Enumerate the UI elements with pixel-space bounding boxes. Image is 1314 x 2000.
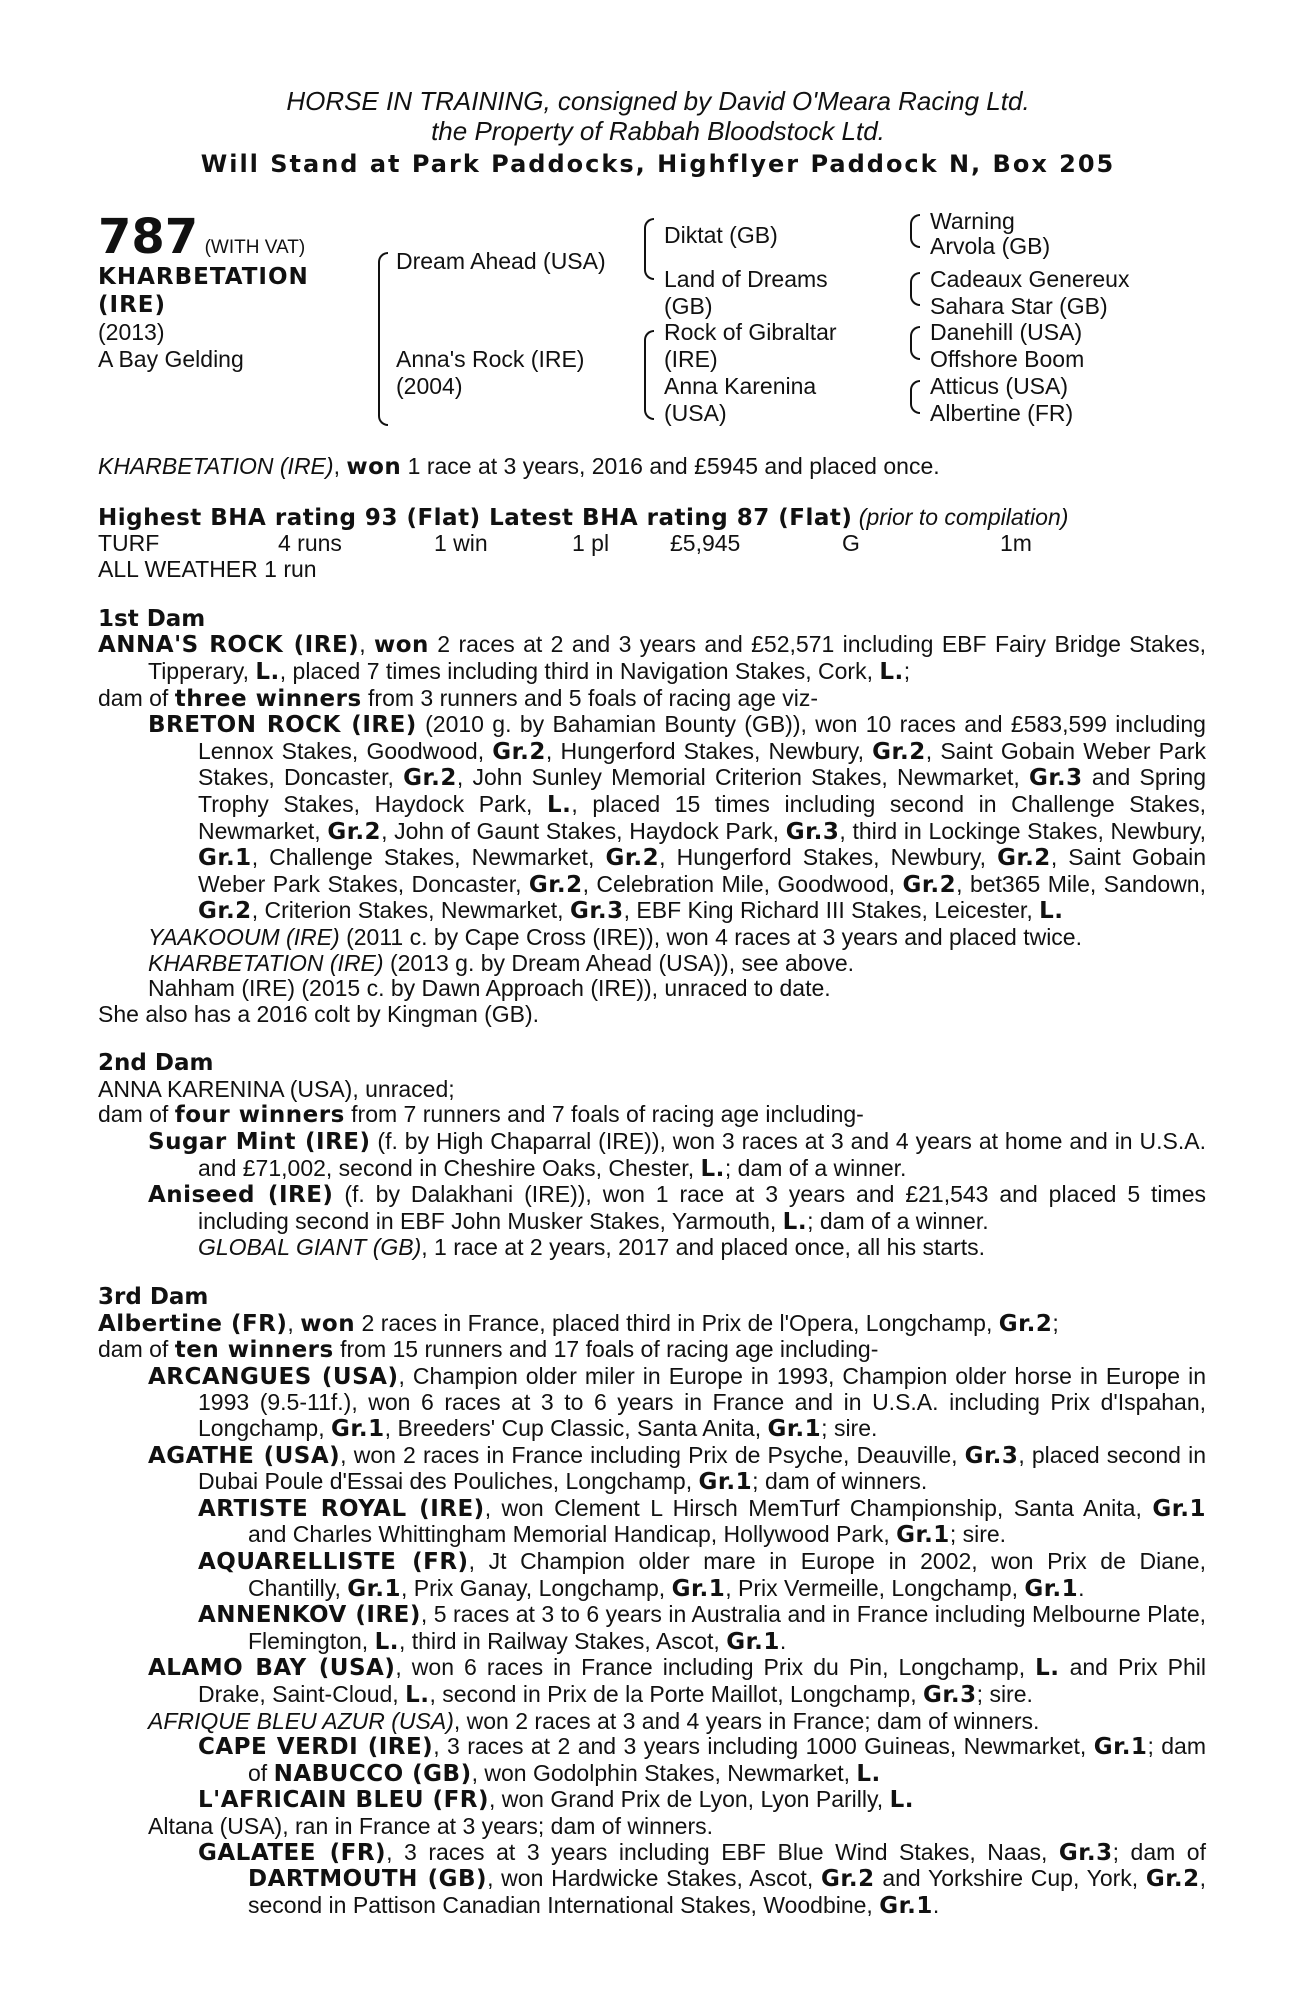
- galatee-entry: GALATEE (FR), 3 races at 3 years including EBF Blue Wind Stakes, Naas, Gr.3; dam of DARTMOUTH (GB), won Hardwicke Stakes, Ascot, Gr.2 and Yorkshire Cup, York, Gr.2, second in Pattison Canadian International Stakes, Woodbine, Gr.1.: [198, 1838, 1206, 1919]
- second-dam-produce: dam of four winners from 7 runners and 7 foals of racing age including-: [98, 1101, 864, 1129]
- altana-entry: Altana (USA), ran in France at 3 years; dam of winners.: [148, 1812, 714, 1839]
- location-line: Will Stand at Park Paddocks, Highflyer Paddock N, Box 205: [200, 150, 1116, 178]
- second-dam-heading: 2nd Dam: [98, 1050, 214, 1077]
- ancestor-8: Albertine (FR): [930, 400, 1074, 426]
- lot-heading: [98, 209, 306, 265]
- dam: Anna's Rock (IRE): [396, 346, 585, 372]
- horse-description: A Bay Gelding: [98, 346, 244, 372]
- pedigree-brace: [910, 380, 920, 414]
- dam-dam: Anna Karenina: [664, 373, 817, 399]
- nahham-entry: Nahham (IRE) (2015 c. by Dawn Approach (IRE)), unraced to date.: [148, 975, 831, 1002]
- ancestor-7: Atticus (USA): [930, 373, 1069, 399]
- aniseed-entry: Aniseed (IRE) (f. by Dalakhani (IRE)), won 1 race at 3 years and £21,543 and placed 5 times including second in EBF John Musker Stakes, Yarmouth, L.; dam of a winner.: [148, 1181, 1206, 1235]
- breton-rock-entry: BRETON ROCK (IRE) (2010 g. by Bahamian Bounty (GB)), won 10 races and £583,599 including Lennox Stakes, Goodwood, Gr.2, Hungerford Stakes, Newbury, Gr.2, Saint Gobain Weber Park Stakes, Doncaster, Gr.2, John Sunley Memorial Criterion Stakes, Newmarket, Gr.3 and Spring Trophy Stakes, Haydock Park, L., placed 15 times including second in Challenge Stakes, Newmarket, Gr.2, John of Gaunt Stakes, Haydock Park, Gr.3, third in Lockinge Stakes, Newbury, Gr.1, Challenge Stakes, Newmarket, Gr.2, Hungerford Stakes, Newbury, Gr.2, Saint Gobain Weber Park Stakes, Doncaster, Gr.2, Celebration Mile, Goodwood, Gr.2, bet365 Mile, Sandown, Gr.2, Criterion Stakes, Newmarket, Gr.3, EBF King Richard III Stakes, Leicester, L.: [148, 711, 1207, 925]
- foaling-year: (2013): [98, 319, 165, 345]
- horse-suffix: (IRE): [98, 292, 167, 318]
- first-dam-heading: 1st Dam: [98, 605, 206, 632]
- artiste-royal-entry: ARTISTE ROYAL (IRE), won Clement L Hirsch MemTurf Championship, Santa Anita, Gr.1 and Charles Whittingham Memorial Handicap, Hollywood Park, Gr.1; sire.: [198, 1494, 1206, 1549]
- kharbetation-entry: KHARBETATION (IRE) (2013 g. by Dream Ahead (USA)), see above.: [148, 949, 855, 976]
- first-dam-produce: dam of three winners from 3 runners and 5 foals of racing age viz-: [98, 684, 819, 712]
- first-dam-entry: ANNA'S ROCK (IRE), won 2 races at 2 and 3 years and £52,571 including EBF Fairy Bridge Stakes, Tipperary, L., placed 7 times including third in Navigation Stakes, Cork, L.;: [98, 631, 1207, 685]
- sire-sire: Diktat (GB): [664, 222, 778, 248]
- dam-year: (2004): [396, 373, 463, 399]
- turf-stats: TURF 4 runs 1 win 1 pl £5,945 G 1m: [98, 530, 1032, 557]
- colt-note: She also has a 2016 colt by Kingman (GB).: [98, 1000, 540, 1027]
- race-summary: KHARBETATION (IRE), won 1 race at 3 years, 2016 and £5945 and placed once.: [98, 453, 940, 480]
- cape-verdi-entry: CAPE VERDI (IRE), 3 races at 2 and 3 years including 1000 Guineas, Newmarket, Gr.1; dam of NABUCCO (GB), won Godolphin Stakes, Newmarket, L.: [198, 1733, 1206, 1787]
- third-dam-entry: Albertine (FR), won 2 races in France, placed third in Prix de l'Opera, Longchamp, Gr.2;: [98, 1309, 1059, 1337]
- sire-dam: Land of Dreams: [664, 266, 828, 292]
- catalogue-body: [98, 454, 1206, 1919]
- ancestor-4: Sahara Star (GB): [930, 293, 1108, 319]
- ancestor-6: Offshore Boom: [930, 346, 1085, 372]
- sugar-mint-entry: Sugar Mint (IRE) (f. by High Chaparral (IRE)), won 3 races at 3 and 4 years at home and in U.S.A. and £71,002, second in Cheshire Oaks, Chester, L.; dam of a winner.: [148, 1128, 1206, 1182]
- second-dam-entry: ANNA KARENINA (USA), unraced;: [98, 1075, 455, 1102]
- sire-dam-suffix: (GB): [664, 293, 713, 319]
- ancestor-1: Warning: [930, 208, 1015, 234]
- lafricain-bleu-entry: L'AFRICAIN BLEU (FR), won Grand Prix de Lyon, Lyon Parilly, L.: [198, 1786, 914, 1814]
- aquarelliste-entry: AQUARELLISTE (FR), Jt Champion older mare in Europe in 2002, won Prix de Diane, Chantilly, Gr.1, Prix Ganay, Longchamp, Gr.1, Prix Vermeille, Longchamp, Gr.1.: [198, 1547, 1206, 1602]
- annenkov-entry: ANNENKOV (IRE), 5 races at 3 to 6 years in Australia and in France including Melbourne Plate, Flemington, L., third in Railway Stakes, Ascot, Gr.1.: [198, 1601, 1207, 1655]
- pedigree-brace: [644, 218, 654, 280]
- afrique-bleu-azur-entry: AFRIQUE BLEU AZUR (USA), won 2 races at 3 and 4 years in France; dam of winners.: [148, 1707, 1040, 1734]
- dam-sire: Rock of Gibraltar: [664, 319, 837, 345]
- sire: Dream Ahead (USA): [396, 248, 606, 274]
- vat-note: (WITH VAT): [204, 237, 306, 258]
- all-weather-stats: ALL WEATHER 1 run: [98, 556, 317, 583]
- lot-number: 787: [98, 209, 199, 265]
- ancestor-2: Arvola (GB): [930, 233, 1051, 259]
- horse-name: KHARBETATION: [98, 264, 309, 290]
- property-line: the Property of Rabbah Bloodstock Ltd.: [431, 116, 885, 146]
- alamo-bay-entry: ALAMO BAY (USA), won 6 races in France including Prix du Pin, Longchamp, L. and Prix Phil Drake, Saint-Cloud, L., second in Prix de la Porte Maillot, Longchamp, Gr.3; sire.: [148, 1654, 1206, 1708]
- pedigree-brace: [910, 272, 920, 306]
- global-giant-entry: GLOBAL GIANT (GB), 1 race at 2 years, 2017 and placed once, all his starts.: [198, 1234, 986, 1261]
- rating-line: Highest BHA rating 93 (Flat) Latest BHA rating 87 (Flat) (prior to compilation): [98, 503, 1069, 531]
- ancestor-3: Cadeaux Genereux: [930, 266, 1130, 292]
- pedigree-brace: [378, 252, 388, 426]
- pedigree-brace: [910, 214, 920, 248]
- yaakooum-entry: YAAKOOUM (IRE) (2011 c. by Cape Cross (IRE)), won 4 races at 3 years and placed twice.: [148, 923, 1082, 950]
- agathe-entry: AGATHE (USA), won 2 races in France including Prix de Psyche, Deauville, Gr.3, placed second in Dubai Poule d'Essai des Pouliches, Longchamp, Gr.1; dam of winners.: [148, 1441, 1206, 1496]
- dam-sire-suffix: (IRE): [664, 346, 718, 372]
- consignor-line: HORSE IN TRAINING, consigned by David O'Meara Racing Ltd.: [286, 86, 1030, 116]
- third-dam-produce: dam of ten winners from 15 runners and 17 foals of racing age including-: [98, 1336, 879, 1364]
- dam-dam-suffix: (USA): [664, 400, 727, 426]
- ancestor-5: Danehill (USA): [930, 319, 1083, 345]
- third-dam-heading: 3rd Dam: [98, 1284, 209, 1311]
- pedigree-brace: [644, 330, 654, 420]
- pedigree-brace: [910, 326, 920, 360]
- arcangues-entry: ARCANGUES (USA), Champion older miler in Europe in 1993, Champion older horse in Europe in 1993 (9.5-11f.), won 6 races at 3 to 6 years in France and in U.S.A. including Prix d'Ispahan, Longchamp, Gr.1, Breeders' Cup Classic, Santa Anita, Gr.1; sire.: [148, 1362, 1207, 1442]
